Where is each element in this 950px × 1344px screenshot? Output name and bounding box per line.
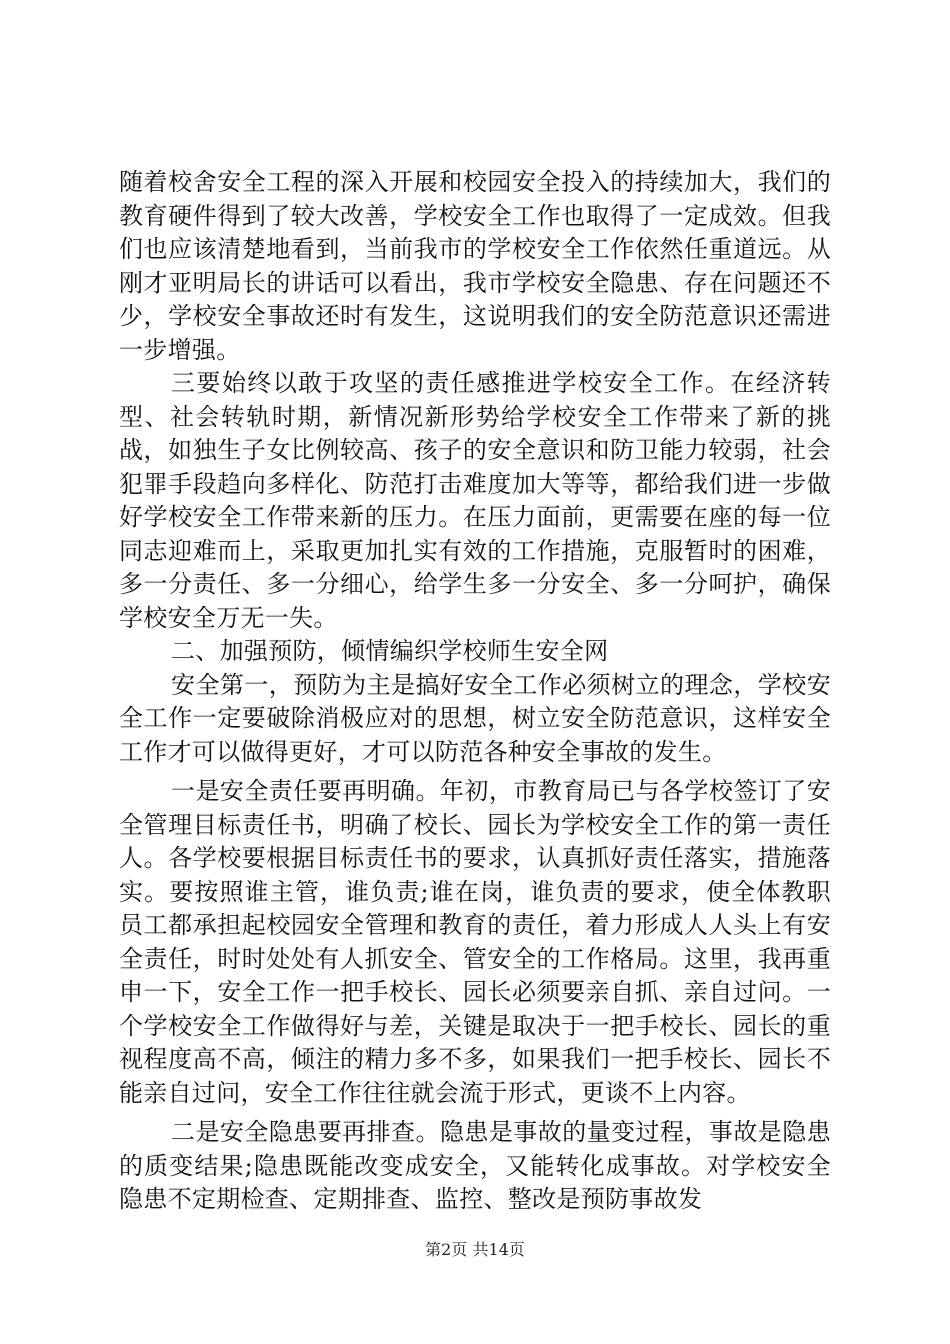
- paragraph-hazard-check: 二是安全隐患要再排查。隐患是事故的量变过程，事故是隐患的质变结果;隐患既能改变成安全，又能转化成事故。对学校安全隐患不定期检查、定期排查、监控、整改是预防事故发: [119, 1118, 831, 1213]
- paragraph-safety-first: 安全第一，预防为主是搞好安全工作必须树立的理念，学校安全工作一定要破除消极应对的思想，树立安全防范意识，这样安全工作才可以做得更好，才可以防范各种安全事故的发生。: [119, 670, 831, 766]
- paragraph-point-three: 三要始终以敢于攻坚的责任感推进学校安全工作。在经济转型、社会转轨时期，新情况新形势给学校安全工作带来了新的挑战，如独生子女比例较高、孩子的安全意识和防卫能力较弱，社会犯罪手段趋向多样化、防范打击难度加大等等，都给我们进一步做好学校安全工作带来新的压力。在压力面前，更需要在座的每一位同志迎难而上，采取更加扎实有效的工作措施，克服暂时的困难，多一分责任、多一分细心，给学生多一分安全、多一分呵护，确保学校安全万无一失。: [119, 369, 831, 632]
- paragraph-continuation: 随着校舍安全工程的深入开展和校园安全投入的持续加大，我们的教育硬件得到了较大改善，学校安全工作也取得了一定成效。但我们也应该清楚地看到，当前我市的学校安全工作依然任重道远。从刚才亚明局长的讲话可以看出，我市学校安全隐患、存在问题还不少，学校安全事故还时有发生，这说明我们的安全防范意识还需进一步增强。: [119, 168, 831, 364]
- document-body: [119, 166, 831, 1217]
- paragraph-responsibility: 一是安全责任要再明确。年初，市教育局已与各学校签订了安全管理目标责任书，明确了校长、园长为学校安全工作的第一责任人。各学校要根据目标责任书的要求，认真抓好责任落实，措施落实。要按照谁主管，谁负责;谁在岗，谁负责的要求，使全体教职员工都承担起校园安全管理和教育的责任，着力形成人人头上有安全责任，时时处处有人抓安全、管安全的工作格局。这里，我再重申一下，安全工作一把手校长、园长必须要亲自抓、亲自过问。一个学校安全工作做得好与差，关键是取决于一把手校长、园长的重视程度高不高，倾注的精力多不多，如果我们一把手校长、园长不能亲自过问，安全工作往往就会流于形式，更谈不上内容。: [119, 777, 831, 1107]
- page-number-footer: 第2页 共14页: [425, 1240, 525, 1259]
- section-heading-two: 二、加强预防，倾情编织学校师生安全网: [171, 637, 609, 665]
